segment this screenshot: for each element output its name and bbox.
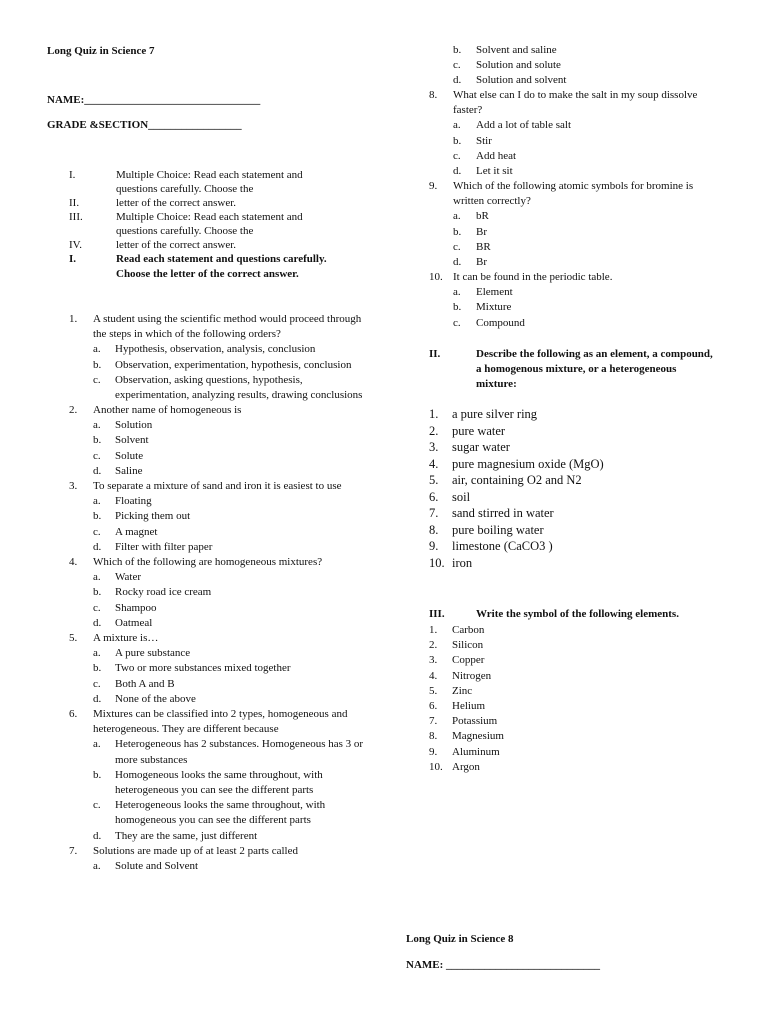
list-item — [429, 684, 504, 699]
item-number: 8. — [429, 730, 438, 743]
option-text: Let it sit — [476, 165, 513, 178]
option-letter: a. — [93, 647, 101, 660]
item-text: a pure silver ring — [452, 407, 538, 421]
list-item — [429, 538, 604, 555]
option-letter: d. — [453, 256, 462, 269]
answer-option — [69, 373, 369, 403]
option-letter: c. — [453, 316, 461, 329]
option-letter: d. — [93, 616, 102, 629]
part1-instruction: Read each statement and questions carefully. Choose the letter of the correct answer. — [116, 253, 327, 281]
option-text: Heterogeneous has 2 substances. Homogeneous has 3 or more substances — [115, 738, 364, 766]
option-text: Add a lot of table salt — [476, 119, 572, 132]
item-number: 10. — [429, 555, 445, 570]
option-text: Compound — [476, 316, 525, 329]
item-number: 3. — [429, 654, 438, 667]
list-item — [429, 623, 504, 638]
answer-option — [69, 646, 369, 661]
question-item — [69, 403, 369, 479]
item-number: 10. — [429, 760, 443, 773]
option-letter: d. — [93, 829, 102, 842]
item-number: 5. — [429, 473, 439, 487]
option-letter: c. — [453, 59, 461, 72]
option-text: Oatmeal — [115, 616, 153, 629]
outline-text: letter of the correct answer. — [116, 239, 237, 251]
option-text: Saline — [115, 464, 143, 477]
item-number: 9. — [429, 745, 438, 758]
list-item — [429, 729, 504, 744]
list-item — [429, 439, 604, 456]
question-number: 1. — [69, 313, 78, 325]
option-text: Br — [476, 225, 487, 238]
option-letter: c. — [93, 677, 101, 690]
item-text: Carbon — [452, 624, 485, 636]
question-item — [69, 631, 369, 707]
question-item — [69, 312, 369, 403]
answer-option — [429, 240, 719, 255]
option-letter: a. — [93, 419, 101, 432]
answer-option — [69, 768, 369, 798]
outline-numeral: II. — [69, 197, 80, 209]
question-stem: A mixture is… — [93, 632, 159, 644]
item-text: limestone (CaCO3 ) — [452, 539, 553, 553]
question-item — [69, 555, 369, 631]
option-text: Solution and solvent — [476, 74, 567, 87]
option-text: Both A and B — [115, 677, 175, 690]
question-number: 10. — [429, 271, 443, 283]
answer-option — [69, 677, 369, 692]
option-letter: d. — [453, 74, 462, 87]
option-letter: d. — [93, 540, 102, 553]
option-letter: d. — [93, 692, 102, 705]
question-stem: Solutions are made up of at least 2 parts called — [93, 845, 298, 857]
option-letter: b. — [93, 358, 102, 371]
question-item — [69, 844, 369, 874]
list-item — [429, 423, 604, 440]
option-letter: a. — [453, 119, 461, 132]
option-text: Observation, asking questions, hypothesis, experimentation, analyzing results, drawing conclusions — [115, 373, 363, 402]
option-letter: c. — [453, 240, 461, 253]
item-number: 2. — [429, 639, 438, 652]
option-text: A pure substance — [115, 647, 191, 660]
option-text: BR — [476, 240, 491, 253]
answer-option — [69, 692, 369, 707]
option-text: Solution — [115, 419, 153, 432]
answer-option — [69, 358, 369, 373]
quiz-title: Long Quiz in Science 7 — [47, 45, 155, 57]
option-text: Mixture — [476, 301, 512, 314]
list-item — [429, 456, 604, 473]
answer-option — [429, 225, 719, 240]
option-text: Solvent and saline — [476, 44, 557, 56]
outline-text: questions carefully. Choose the — [116, 183, 254, 195]
item-text: air, containing O2 and N2 — [452, 473, 582, 487]
answer-option — [69, 859, 369, 874]
outline-text: Multiple Choice: Read each statement and — [116, 169, 303, 181]
question-item — [69, 479, 369, 555]
answer-option — [429, 285, 719, 300]
part3-numeral: III. — [429, 608, 445, 620]
item-text: Magnesium — [452, 730, 504, 743]
option-letter: c. — [93, 601, 101, 614]
item-number: 8. — [429, 522, 439, 537]
option-letter: b. — [453, 301, 462, 314]
option-text: Two or more substances mixed together — [115, 662, 291, 675]
outline-numeral: I. — [69, 169, 76, 181]
question-number: 6. — [69, 708, 78, 720]
item-number: 3. — [429, 440, 439, 454]
part2-instruction: Describe the following as an element, a compound, a homogenous mixture, or a heterogeneous mixture: — [476, 348, 713, 391]
option-text: Br — [476, 256, 487, 269]
part3-instruction: Write the symbol of the following elements. — [476, 608, 679, 620]
option-text: Water — [115, 571, 141, 584]
answer-option — [69, 509, 369, 524]
option-text: Filter with filter paper — [115, 540, 213, 553]
list-item — [429, 745, 504, 760]
answer-option — [69, 601, 369, 616]
outline-numeral: III. — [69, 211, 83, 223]
answer-option — [429, 316, 719, 331]
list-item — [429, 522, 604, 539]
item-text: Silicon — [452, 639, 484, 652]
question-stem: Another name of homogeneous is — [93, 404, 242, 416]
answer-option — [69, 540, 369, 555]
option-letter: a. — [453, 210, 461, 223]
option-text: Solution and solute — [476, 59, 561, 72]
item-number: 6. — [429, 700, 438, 713]
option-text: Heterogeneous looks the same throughout, with homogeneous you can see the different parts — [115, 799, 326, 827]
answer-option — [69, 494, 369, 509]
option-text: Hypothesis, observation, analysis, conclusion — [115, 343, 316, 356]
option-letter: c. — [93, 525, 101, 538]
item-number: 9. — [429, 539, 439, 553]
option-letter: c. — [93, 449, 101, 462]
question-number: 5. — [69, 632, 78, 644]
option-letter: b. — [93, 662, 102, 675]
item-number: 6. — [429, 489, 439, 504]
option-text: None of the above — [115, 692, 196, 705]
list-item — [429, 505, 604, 522]
option-letter: d. — [453, 165, 462, 178]
item-text: Nitrogen — [452, 669, 492, 682]
answer-option — [69, 449, 369, 464]
question-item — [429, 270, 719, 331]
answer-option — [69, 525, 369, 540]
option-text: Homogeneous looks the same throughout, with heterogeneous you can see the different parts — [115, 768, 323, 797]
outline-text: questions carefully. Choose the — [116, 225, 254, 237]
question-stem: What else can I do to make the salt in my soup dissolve faster? — [453, 89, 698, 117]
answer-option — [429, 164, 719, 179]
question-number: 8. — [429, 89, 438, 101]
question-stem: Mixtures can be classified into 2 types, homogeneous and heterogeneous. They are different because — [93, 708, 348, 736]
option-letter: d. — [93, 464, 102, 477]
item-number: 5. — [429, 684, 438, 697]
item-text: Potassium — [452, 715, 498, 728]
answer-option — [429, 300, 719, 315]
list-item — [429, 489, 604, 506]
option-text: bR — [476, 210, 489, 223]
option-text: A magnet — [115, 525, 158, 538]
answer-option — [69, 616, 369, 631]
question-number: 7. — [69, 845, 78, 857]
option-text: Picking them out — [115, 510, 191, 523]
question-number: 2. — [69, 404, 78, 416]
list-item — [429, 555, 604, 572]
part2-items — [429, 406, 604, 571]
list-item — [429, 699, 504, 714]
option-letter: c. — [93, 373, 101, 386]
answer-option — [69, 829, 369, 844]
option-text: Solvent — [115, 434, 149, 447]
item-text: Argon — [452, 760, 480, 773]
question-number: 4. — [69, 556, 78, 568]
list-item — [429, 472, 604, 489]
item-text: pure water — [452, 423, 506, 438]
question-number: 9. — [429, 180, 438, 192]
next-quiz-name-field: NAME: ____________________________ — [406, 959, 601, 971]
option-letter: c. — [453, 149, 461, 162]
q7-options-continued — [429, 43, 719, 89]
option-text: They are the same, just different — [115, 829, 258, 842]
option-letter: b. — [93, 768, 102, 781]
answer-option — [429, 118, 719, 133]
answer-option — [69, 661, 369, 676]
option-letter: a. — [93, 738, 101, 751]
answer-option — [69, 570, 369, 585]
option-text: Solute and Solvent — [115, 860, 199, 873]
question-number: 3. — [69, 480, 78, 492]
item-text: pure magnesium oxide (MgO) — [452, 456, 604, 471]
list-item — [429, 653, 504, 668]
next-quiz-title: Long Quiz in Science 8 — [406, 933, 514, 945]
answer-option — [429, 58, 719, 73]
answer-option — [429, 134, 719, 149]
item-number: 1. — [429, 624, 438, 636]
question-stem: A student using the scientific method would proceed through the steps in which of the following orders? — [93, 313, 362, 341]
question-item — [69, 707, 369, 844]
item-text: sand stirred in water — [452, 506, 554, 520]
answer-option — [429, 73, 719, 88]
item-text: iron — [452, 555, 473, 570]
item-text: Aluminum — [452, 745, 500, 758]
outline-numeral: IV. — [69, 239, 82, 251]
item-text: pure boiling water — [452, 522, 544, 537]
question-item — [429, 179, 719, 270]
option-letter: b. — [453, 44, 462, 56]
option-letter: a. — [453, 286, 461, 299]
option-text: Rocky road ice cream — [115, 586, 212, 599]
option-letter: a. — [93, 571, 101, 584]
question-stem: To separate a mixture of sand and iron it is easiest to use — [93, 480, 342, 492]
answer-option — [69, 342, 369, 357]
item-number: 7. — [429, 715, 438, 728]
question-stem: Which of the following atomic symbols for bromine is written correctly? — [453, 180, 694, 208]
item-text: Zinc — [452, 684, 473, 697]
list-item — [429, 638, 504, 653]
item-number: 1. — [429, 407, 439, 421]
question-stem: Which of the following are homogeneous mixtures? — [93, 556, 323, 568]
item-number: 4. — [429, 669, 438, 682]
option-letter: b. — [453, 134, 462, 147]
option-letter: b. — [93, 510, 102, 523]
option-text: Element — [476, 286, 513, 299]
option-letter: a. — [93, 495, 101, 508]
item-text: Helium — [452, 700, 485, 713]
name-field: NAME:________________________________ — [47, 94, 261, 106]
part1-numeral: I. — [69, 253, 77, 265]
outline-text: Multiple Choice: Read each statement and — [116, 211, 303, 223]
answer-option — [429, 43, 719, 58]
answer-option — [69, 418, 369, 433]
option-text: Solute — [115, 449, 144, 462]
list-item — [429, 669, 504, 684]
option-text: Stir — [476, 134, 492, 147]
list-item — [429, 760, 504, 775]
option-letter: a. — [93, 860, 101, 873]
option-letter: a. — [93, 343, 101, 356]
part3-items — [429, 623, 504, 775]
part2-numeral: II. — [429, 348, 441, 360]
option-letter: b. — [93, 586, 102, 599]
item-text: soil — [452, 489, 471, 504]
item-text: Copper — [452, 654, 485, 667]
option-text: Floating — [115, 495, 152, 508]
option-text: Add heat — [476, 149, 517, 162]
item-number: 2. — [429, 423, 439, 438]
list-item — [429, 714, 504, 729]
question-stem: It can be found in the periodic table. — [453, 271, 613, 283]
list-item — [429, 406, 604, 423]
grade-section-field: GRADE &SECTION_________________ — [47, 119, 242, 131]
item-number: 4. — [429, 456, 439, 471]
answer-option — [69, 737, 369, 767]
answer-option — [69, 464, 369, 479]
option-text: Shampoo — [115, 601, 157, 614]
item-number: 7. — [429, 506, 439, 520]
answer-option — [69, 798, 369, 828]
option-letter: b. — [93, 434, 102, 447]
option-letter: c. — [93, 799, 101, 812]
answer-option — [69, 433, 369, 448]
answer-option — [429, 255, 719, 270]
answer-option — [69, 585, 369, 600]
question-item — [429, 88, 719, 179]
item-text: sugar water — [452, 440, 510, 454]
outline-text: letter of the correct answer. — [116, 197, 237, 209]
option-letter: b. — [453, 225, 462, 238]
answer-option — [429, 149, 719, 164]
answer-option — [429, 209, 719, 224]
option-text: Observation, experimentation, hypothesis, conclusion — [115, 358, 352, 371]
